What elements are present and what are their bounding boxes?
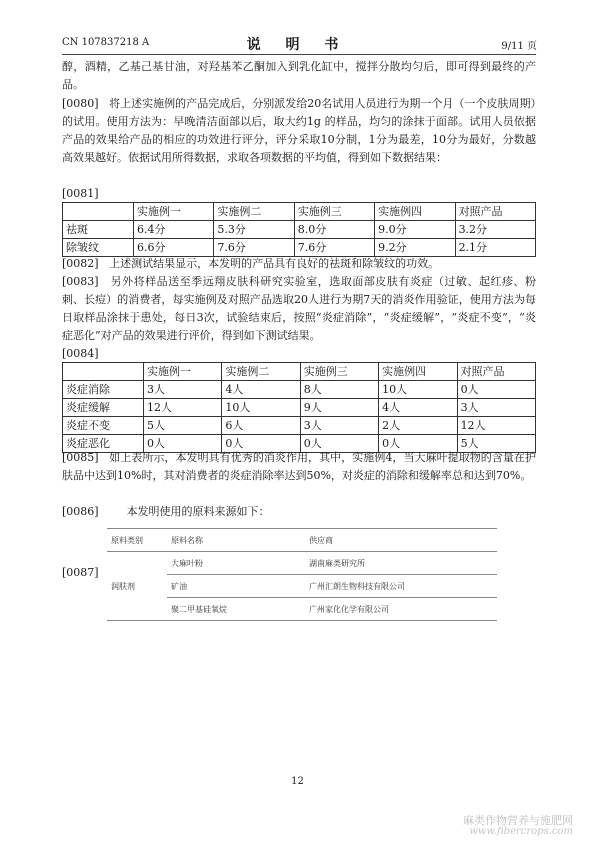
table-cell: 3人 [457, 399, 535, 417]
table-cell: 6人 [222, 417, 300, 435]
table-cell: 0人 [222, 435, 300, 453]
paragraph-0080 [62, 95, 536, 167]
header-divider [62, 54, 536, 55]
table-cell: 12人 [144, 399, 222, 417]
paragraph-tag: [0086] [62, 505, 99, 518]
material-name-cell: 聚二甲基硅氧烷 [167, 598, 305, 621]
watermark-url: www.fibercrops.com [469, 826, 573, 837]
table-row-label: 炎症恶化 [63, 435, 144, 453]
raw-material-source-table [107, 528, 497, 621]
paragraph-0082 [62, 255, 536, 273]
table-header-cell: 实施例一 [144, 363, 222, 381]
table-cell: 4人 [222, 381, 300, 399]
table-cell: 5人 [457, 435, 535, 453]
paragraph-text: 本发明使用的原料来源如下： [126, 505, 270, 518]
table-row-label: 炎症缓解 [63, 399, 144, 417]
document-title: 说 明 书 [246, 37, 349, 53]
table-header-cell: 实施例三 [300, 363, 378, 381]
table-header-cell: 实施例二 [214, 203, 294, 221]
table-cell: 8.0分 [294, 221, 374, 239]
paragraph-text: 另外将样品送至季远翔皮肤科研究实验室，选取面部皮肤有炎症（过敏、起红疹、粉刺、长痘）的消费者，每实施例及对照产品选取20人进行为期7天的消炎作用验证，使用方法为每日取样品涂抹于患处，每日3次，试验结束后，按照“炎症消除”，“炎症缓解”，“炎症不变”，“炎症恶化”对产品的效果进行评价，得到如下测试结果。 [62, 275, 536, 342]
table-cell: 7.6分 [294, 239, 374, 257]
table-header-cell [63, 363, 144, 381]
table-row [63, 417, 536, 435]
table-header-cell [63, 203, 134, 221]
table-cell: 5.3分 [214, 221, 294, 239]
table-row [63, 399, 536, 417]
table-header-row [63, 363, 536, 381]
table-header-cell: 实施例二 [222, 363, 300, 381]
inflammation-result-table [62, 362, 536, 453]
table-header-row [63, 203, 536, 221]
table-cell: 4人 [379, 399, 457, 417]
table-header-cell: 对照产品 [457, 363, 535, 381]
table-cell: 0人 [457, 381, 535, 399]
paragraph-text: 上述测试结果显示，本发明的产品具有良好的祛斑和除皱纹的功效。 [109, 257, 440, 270]
table-cell: 3.2分 [455, 221, 535, 239]
page-indicator: 9/11 页 [501, 41, 537, 52]
table-cell: 2人 [379, 417, 457, 435]
paragraph-text: 将上述实施例的产品完成后，分别派发给20名试用人员进行为期一个月（一个皮肤周期）的试用。使用方法为：早晚清洁面部以后，取大约1g 的样品，均匀的涂抹于面部。试用人员依据产品的效果给产品的相应的功效进行评分，评分采取10分制，1分为最差，10分为最好，分数越高效果越好。依据试用所得数据，求取各项数据的平均值，得到如下数据结果： [62, 97, 536, 164]
table-cell: 3人 [300, 417, 378, 435]
page-number: 12 [291, 776, 304, 787]
paragraph-tag: [0083] [62, 275, 99, 288]
table-cell: 9.0分 [375, 221, 455, 239]
table-row-label: 炎症不变 [63, 417, 144, 435]
table-header-cell: 实施例三 [294, 203, 374, 221]
table-row [107, 552, 497, 575]
material-category-cell: 润肤剂 [107, 552, 167, 621]
table-header-cell: 原料类别 [107, 529, 167, 552]
table-header-cell: 实施例一 [134, 203, 214, 221]
table-row [63, 239, 536, 257]
table-header-row [107, 529, 497, 552]
table-cell: 6.6分 [134, 239, 214, 257]
paragraph-tag-0087: [0087] [62, 566, 99, 579]
material-name-cell: 大麻叶粉 [167, 552, 305, 575]
supplier-cell: 广州汇朗生物科技有限公司 [305, 575, 497, 598]
paragraph-tag: [0085] [62, 451, 99, 464]
intro-paragraph: 醇，酒精，乙基己基甘油，对羟基苯乙酮加入到乳化缸中，搅拌分散均匀后，即可得到最终的产品。 [62, 60, 536, 91]
table-cell: 3人 [144, 381, 222, 399]
table-row-label: 炎症消除 [63, 381, 144, 399]
paragraph-text: 如上表所示，本发明具有优秀的消炎作用，其中，实施例4，当大麻叶提取物的含量在护肤品中达到10%时，其对消费者的炎症消除率达到50%，对炎症的消除和缓解率总和达到70%。 [62, 451, 536, 482]
table-cell: 10人 [222, 399, 300, 417]
table-header-cell: 原料名称 [167, 529, 305, 552]
table-cell: 5人 [144, 417, 222, 435]
paragraph-0086 [62, 503, 536, 521]
efficacy-score-table [62, 202, 536, 257]
supplier-cell: 广州家化化学有限公司 [305, 598, 497, 621]
table-cell: 0人 [379, 435, 457, 453]
table-cell: 9.2分 [375, 239, 455, 257]
table-row [63, 381, 536, 399]
paragraph-tag-0084: [0084] [62, 347, 99, 360]
paragraph-tag-0081: [0081] [62, 187, 99, 200]
table-header-cell: 对照产品 [455, 203, 535, 221]
paragraph-0085 [62, 449, 536, 485]
table-cell: 2.1分 [455, 239, 535, 257]
table-cell: 12人 [457, 417, 535, 435]
paragraph-tag: [0080] [62, 97, 99, 110]
table-cell: 6.4分 [134, 221, 214, 239]
supplier-cell: 湖南麻类研究所 [305, 552, 497, 575]
paragraph-0083 [62, 273, 536, 345]
table-row-label: 除皱纹 [63, 239, 134, 257]
table-cell: 7.6分 [214, 239, 294, 257]
table-header-cell: 实施例四 [379, 363, 457, 381]
watermark-text: 麻类作物营养与施肥网 [463, 814, 573, 827]
table-header-cell: 供应商 [305, 529, 497, 552]
paragraph-tag: [0082] [62, 257, 99, 270]
table-cell: 9人 [300, 399, 378, 417]
table-header-cell: 实施例四 [375, 203, 455, 221]
table-cell: 10人 [379, 381, 457, 399]
patent-number: CN 107837218 A [62, 37, 150, 48]
table-row-label: 祛斑 [63, 221, 134, 239]
table-cell: 0人 [300, 435, 378, 453]
table-cell: 0人 [144, 435, 222, 453]
material-name-cell: 矿油 [167, 575, 305, 598]
table-row [63, 221, 536, 239]
table-cell: 8人 [300, 381, 378, 399]
